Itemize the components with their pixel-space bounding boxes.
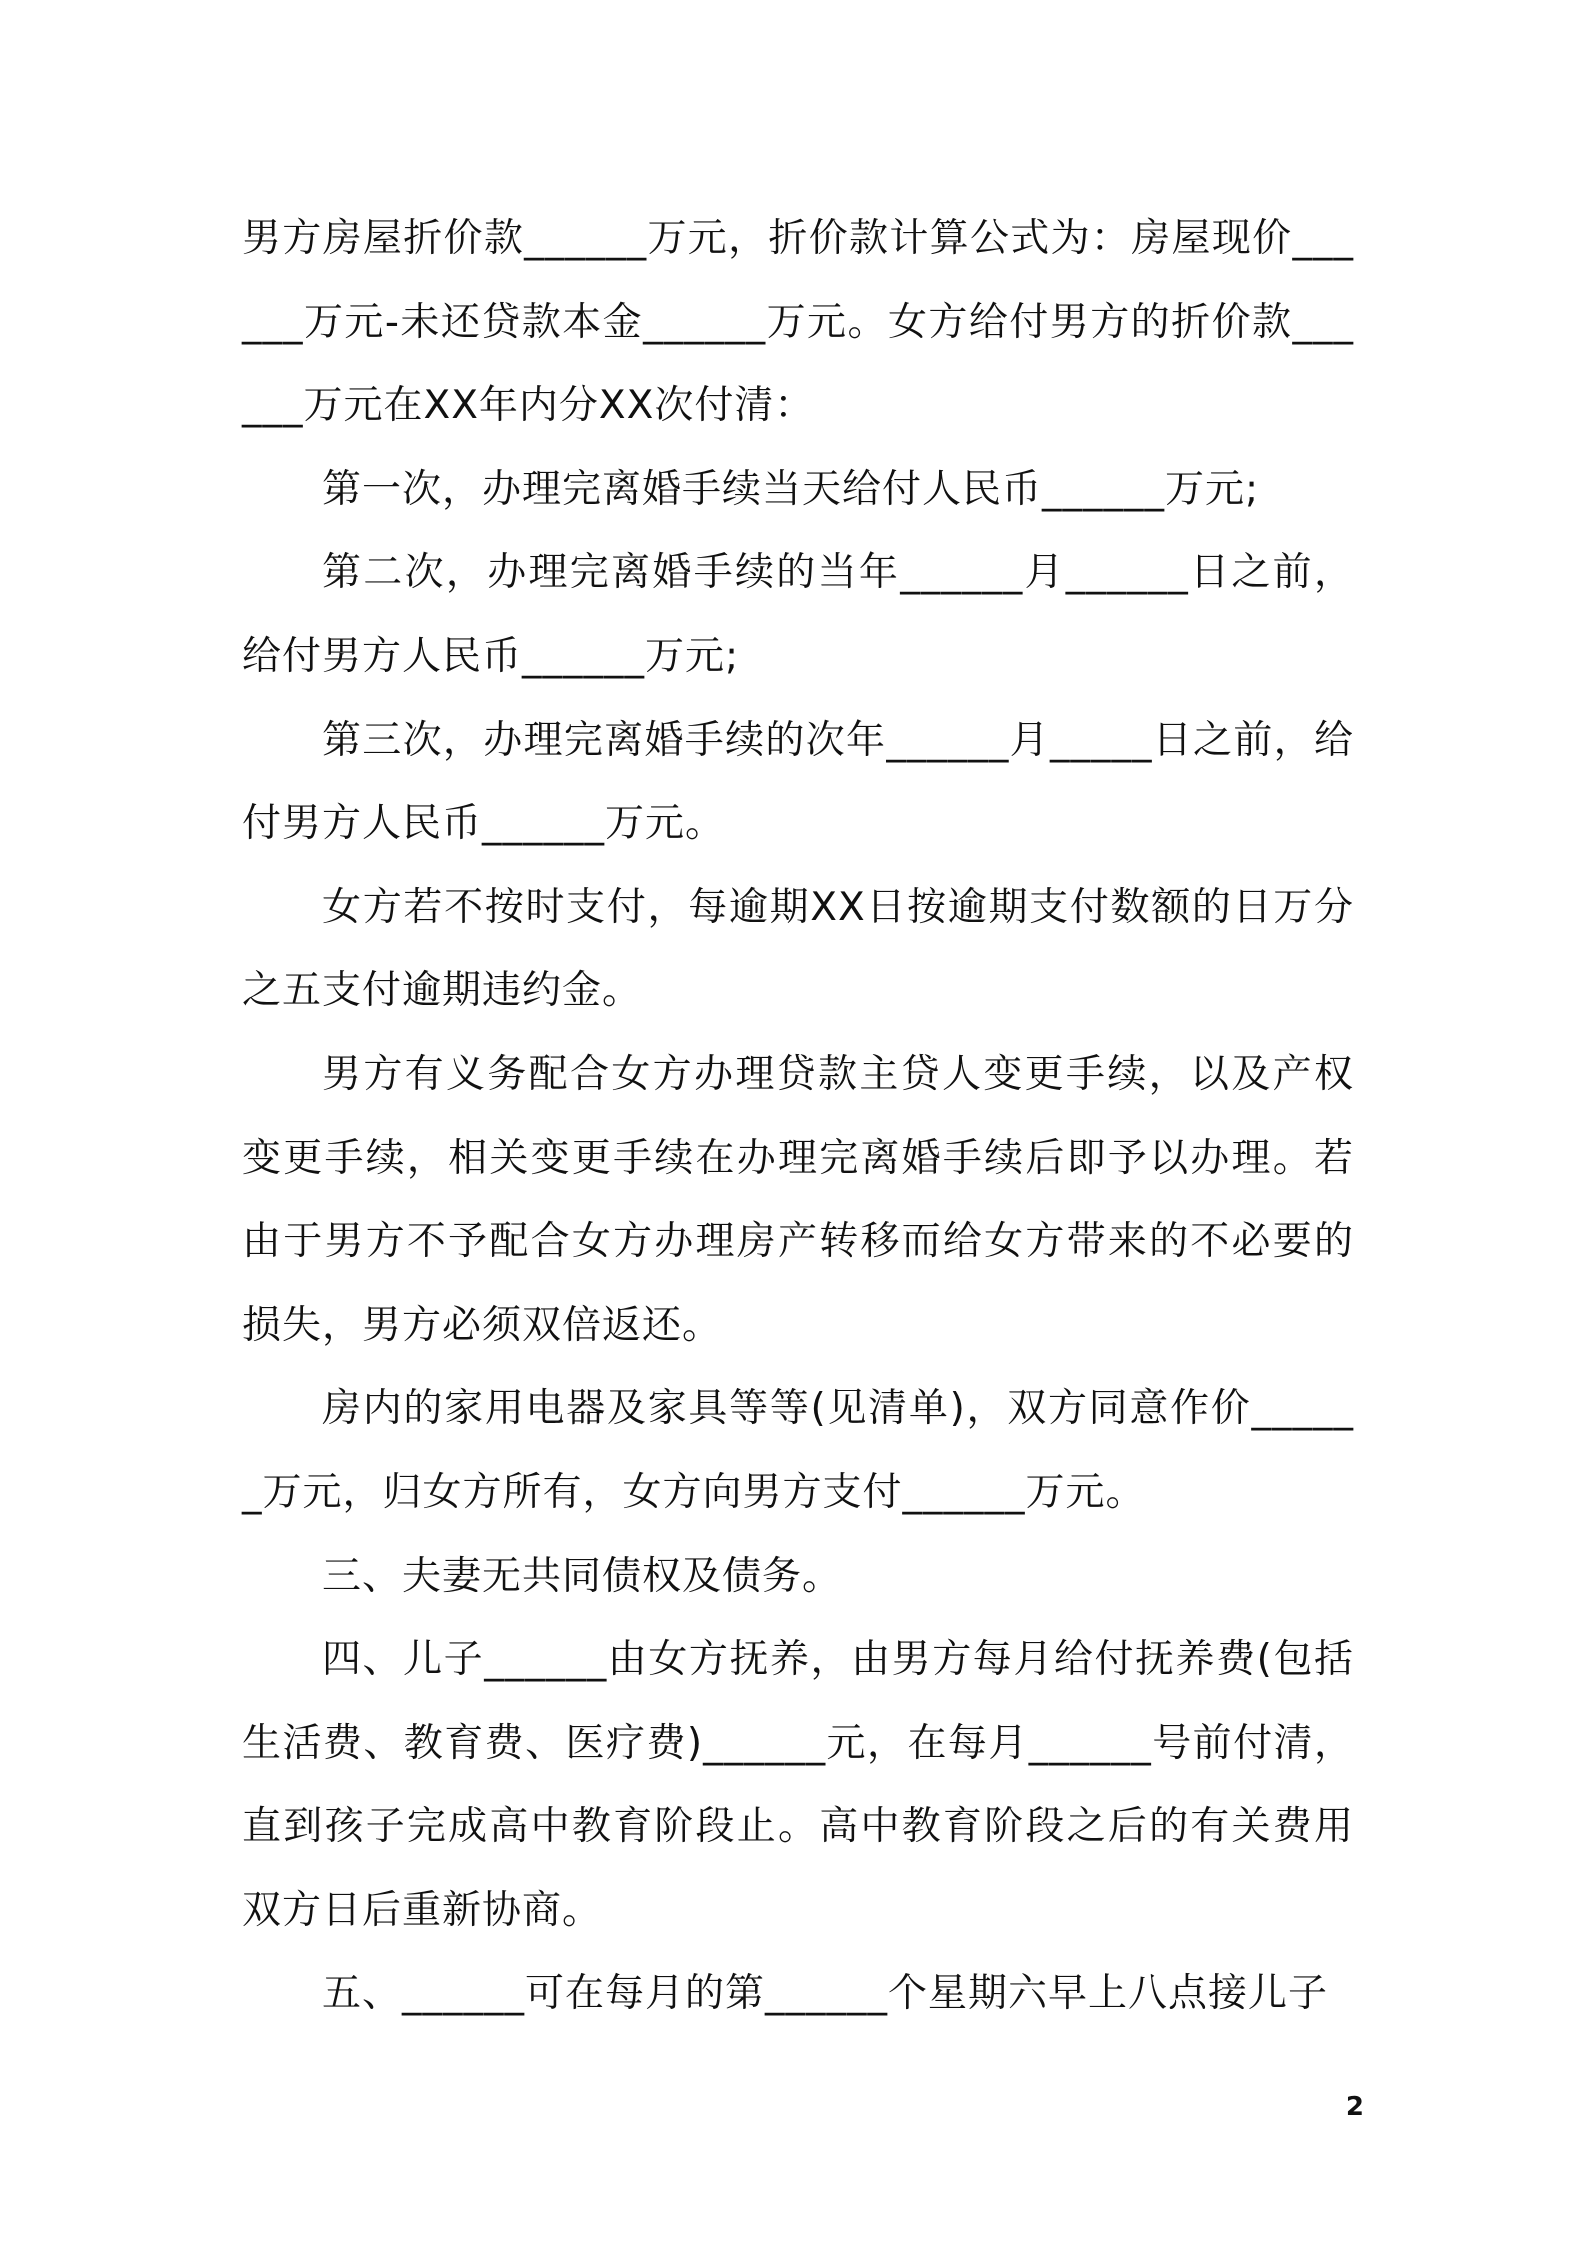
paragraph-late-penalty: 女方若不按时支付，每逾期XX日按逾期支付数额的日万分之五支付逾期违约金。: [242, 884, 1354, 1014]
paragraph-second-payment: 第二次，办理完离婚手续的当年______月______日之前，给付男方人民币______万元;: [242, 550, 1354, 679]
paragraph-loan-transfer: 男方有义务配合女方办理贷款主贷人变更手续，以及产权变更手续，相关变更手续在办理完离婚手续后即予以办理。若由于男方不予配合女方办理房产转移而给女方带来的不必要的损失，男方必须双倍返还。: [242, 1051, 1354, 1348]
paragraph-appliances: 房内的家用电器及家具等等(见清单)，双方同意作价______万元，归女方所有，女方向男方支付______万元。: [242, 1386, 1354, 1515]
paragraph-third-payment: 第三次，办理完离婚手续的次年______月_____日之前，给付男方人民币______万元。: [242, 717, 1354, 847]
document-body: [242, 197, 1354, 2036]
paragraph-house-price: 男方房屋折价款______万元，折价款计算公式为：房屋现价______万元-未还贷款本金______万元。女方给付男方的折价款______万元在XX年内分XX次付清：: [242, 216, 1354, 429]
paragraph-child-custody: 四、儿子______由女方抚养，由男方每月给付抚养费(包括生活费、教育费、医疗费)______元，在每月______号前付清，直到孩子完成高中教育阶段止。高中教育阶段之后的有关费用双方日后重新协商。: [242, 1637, 1354, 1933]
paragraph-first-payment: 第一次，办理完离婚手续当天给付人民币______万元;: [322, 466, 1260, 512]
page-number: 2: [1345, 2092, 1364, 2122]
paragraph-visitation: 五、______可在每月的第______个星期六早上八点接儿子: [322, 1971, 1329, 2017]
paragraph-no-debts: 三、夫妻无共同债权及债务。: [322, 1553, 843, 1599]
